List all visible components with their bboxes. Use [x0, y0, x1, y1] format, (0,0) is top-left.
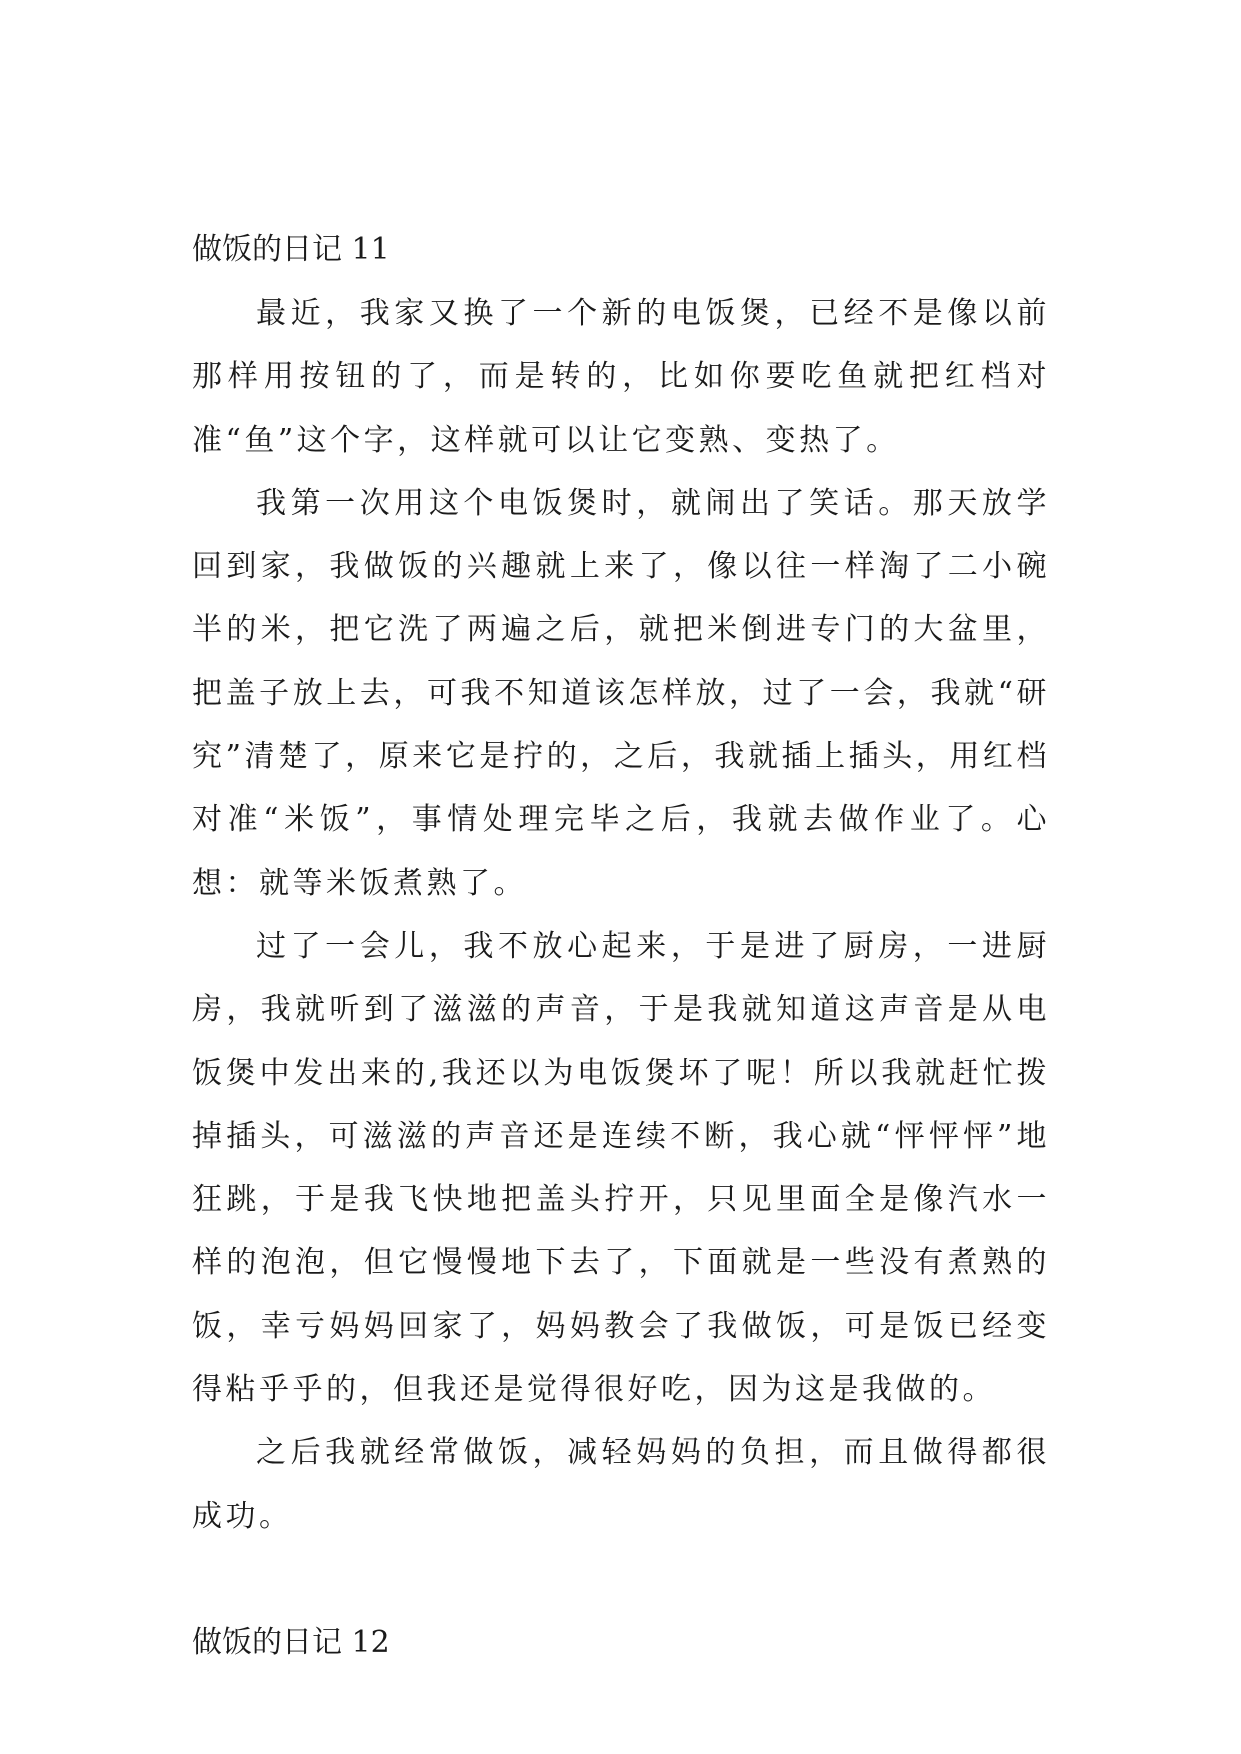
section-title: 做饭的日记 11	[192, 232, 390, 267]
paragraph: 最近，我家又换了一个新的电饭煲，已经不是像以前那样用按钮的了，而是转的，比如你要吃鱼就把红档对准“鱼”这个字，这样就可以让它变熟、变热了。	[192, 296, 1050, 458]
section-gap	[192, 1548, 1050, 1611]
paragraph: 之后我就经常做饭，减轻妈妈的负担，而且做得都很成功。	[192, 1435, 1050, 1534]
section-title: 做饭的日记 12	[192, 1624, 390, 1660]
document-body	[192, 218, 1050, 1675]
paragraph: 过了一会儿，我不放心起来，于是进了厨房，一进厨房，我就听到了滋滋的声音，于是我就知道这声音是从电饭煲中发出来的,我还以为电饭煲坏了呢！所以我就赶忙拨掉插头，可滋滋的声音还是连续不断，我心就“怦怦怦”地狂跳，于是我飞快地把盖头拧开，只见里面全是像汽水一样的泡泡，但它慢慢地下去了，下面就是一些没有煮熟的饭，幸亏妈妈回家了，妈妈教会了我做饭，可是饭已经变得粘乎乎的，但我还是觉得很好吃，因为这是我做的。	[192, 928, 1050, 1408]
paragraph: 我第一次用这个电饭煲时，就闹出了笑话。那天放学回到家，我做饭的兴趣就上来了，像以往一样淘了二小碗半的米，把它洗了两遍之后，就把米倒进专门的大盆里，把盖子放上去，可我不知道该怎样放，过了一会，我就“研究”清楚了，原来它是拧的，之后，我就插上插头，用红档对准“米饭”，事情处理完毕之后，我就去做作业了。心想：就等米饭煮熟了。	[192, 485, 1050, 901]
